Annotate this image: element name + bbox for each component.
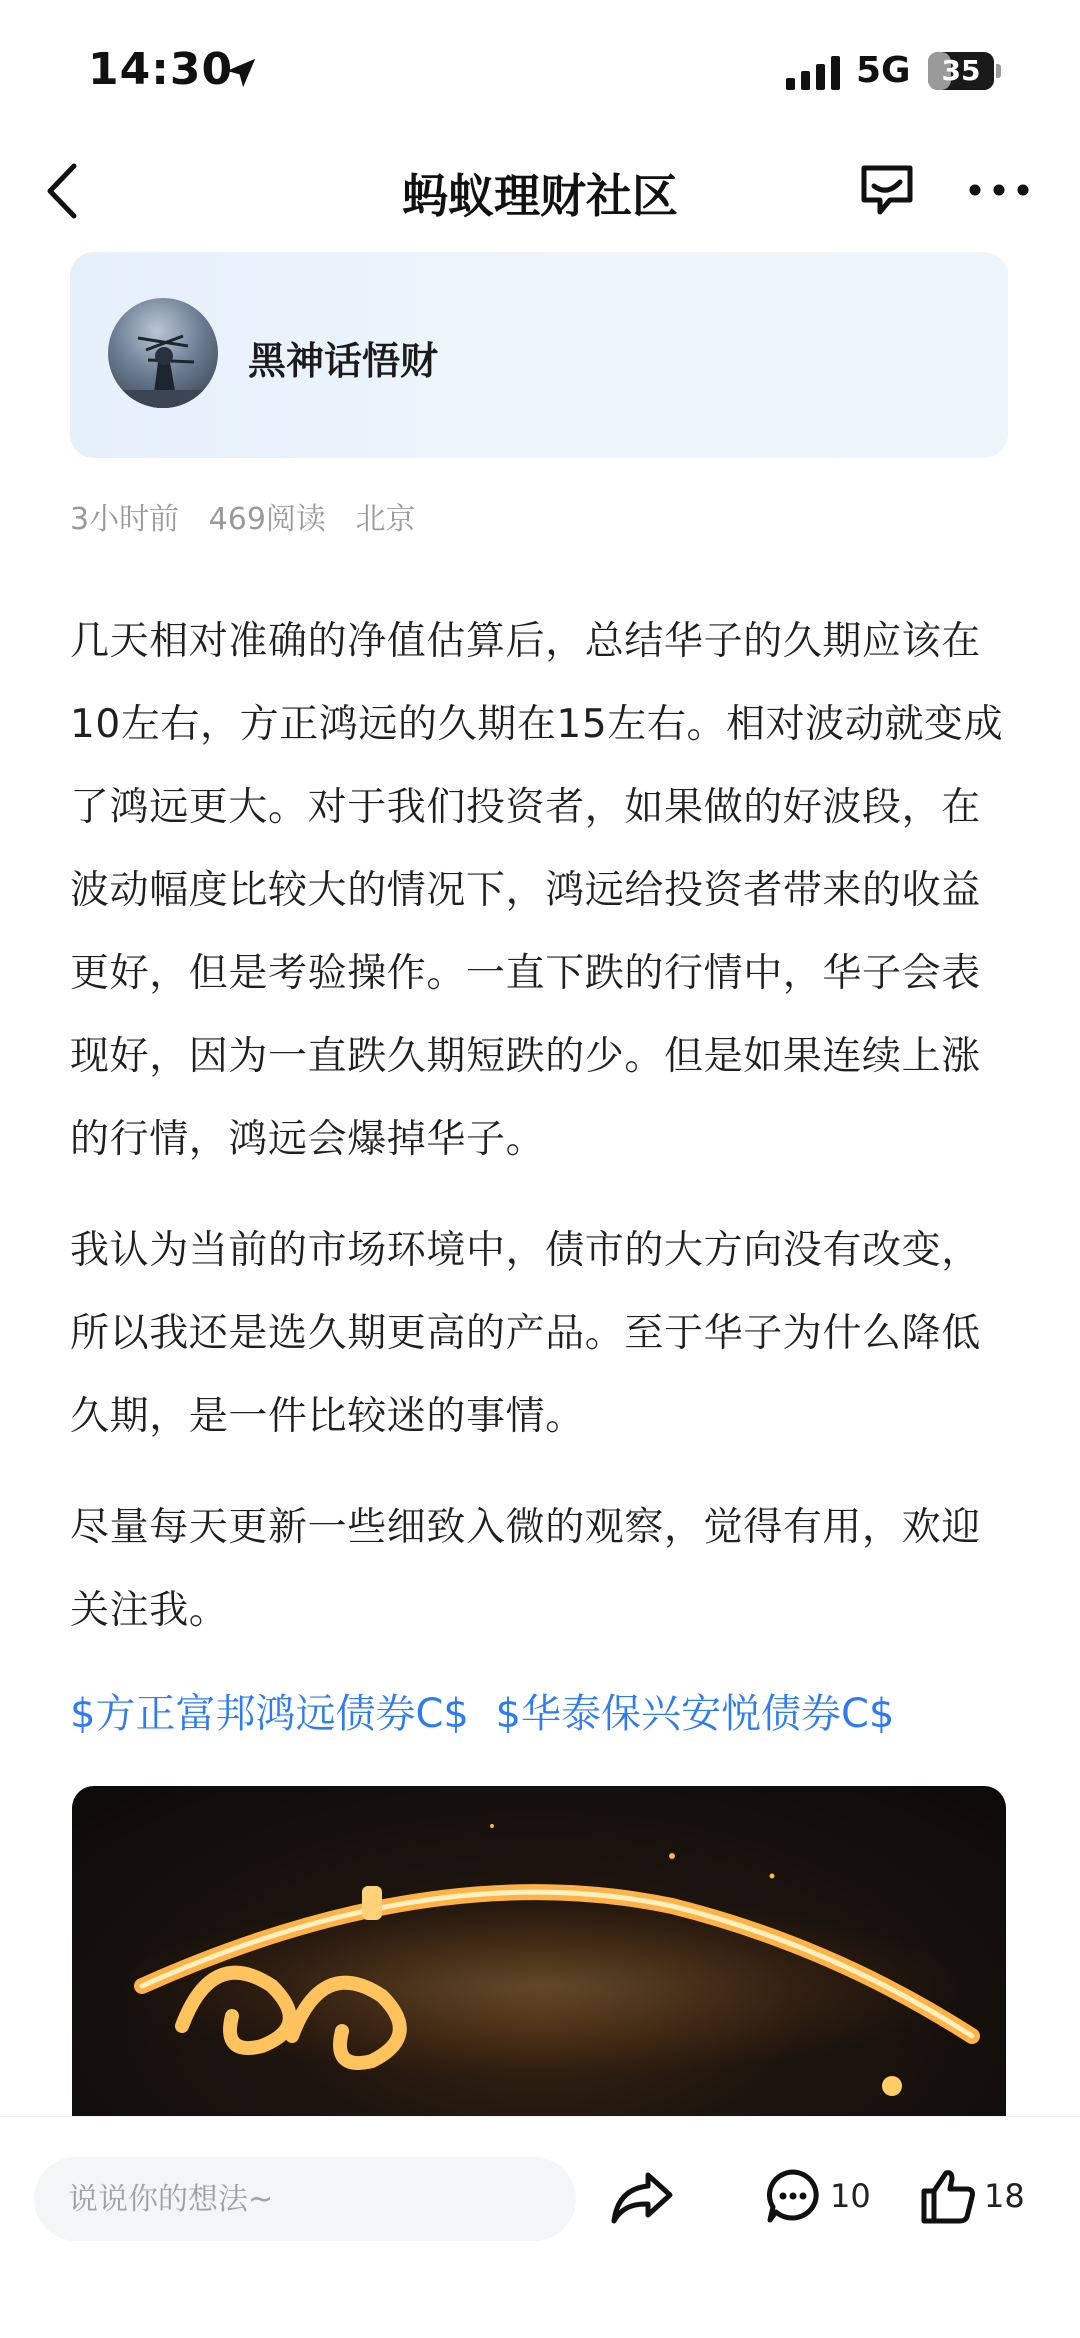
- post-image[interactable]: [72, 1786, 1006, 2116]
- comment-button[interactable]: [764, 2161, 884, 2231]
- fund-tag-link[interactable]: $华泰保兴安悦债券C$: [495, 1691, 895, 1737]
- like-button[interactable]: [918, 2161, 1038, 2231]
- battery-nub: [996, 64, 1001, 78]
- comment-input[interactable]: [34, 2157, 576, 2241]
- article-paragraph: 几天相对准确的净值估算后，总结华子的久期应该在10左右，方正鸿远的久期在15左右。相对波动就变成了鸿远更大。对于我们投资者，如果做的好波段，在波动幅度比较大的情况下，鸿远给投资者带来的收益更好，但是考验操作。一直下跌的行情中，华子会表现好，因为一直跌久期短跌的少。但是如果连续上涨的行情，鸿远会爆掉华子。: [70, 619, 1004, 1162]
- post-time: 3小时前: [70, 502, 180, 537]
- fund-tags: [70, 1682, 908, 1739]
- battery-indicator: [928, 52, 994, 90]
- page-title: 蚂蚁理财社区: [402, 169, 678, 223]
- back-button[interactable]: [36, 156, 92, 226]
- status-time: 14:30: [88, 44, 234, 95]
- author-card[interactable]: [70, 252, 1008, 458]
- post-meta: [70, 494, 435, 538]
- article-body: [70, 600, 1014, 1680]
- post-location: 北京: [355, 502, 416, 537]
- location-arrow-icon: [224, 56, 258, 90]
- message-icon[interactable]: [856, 160, 918, 222]
- network-label: 5G: [856, 50, 911, 91]
- article-paragraph: 尽量每天更新一些细致入微的观察，觉得有用，欢迎关注我。: [70, 1505, 981, 1633]
- battery-label: 35: [941, 54, 981, 87]
- article-paragraph: 我认为当前的市场环境中，债市的大方向没有改变，所以我还是选久期更高的产品。至于华子为什么降低久期，是一件比较迷的事情。: [70, 1228, 981, 1439]
- comment-count: 10: [830, 2177, 871, 2215]
- bottom-action-bar: [0, 2116, 1080, 2338]
- like-count: 18: [984, 2177, 1025, 2215]
- signal-icon: [786, 56, 842, 90]
- more-icon[interactable]: [966, 170, 1032, 210]
- status-bar: [0, 0, 1080, 140]
- share-icon[interactable]: [608, 2167, 676, 2229]
- avatar[interactable]: [108, 298, 218, 408]
- like-icon: [918, 2167, 976, 2225]
- read-count: 469阅读: [208, 502, 326, 537]
- comment-icon: [764, 2167, 822, 2225]
- fund-tag-link[interactable]: $方正富邦鸿远债券C$: [70, 1691, 469, 1737]
- author-name[interactable]: 黑神话悟财: [248, 339, 439, 383]
